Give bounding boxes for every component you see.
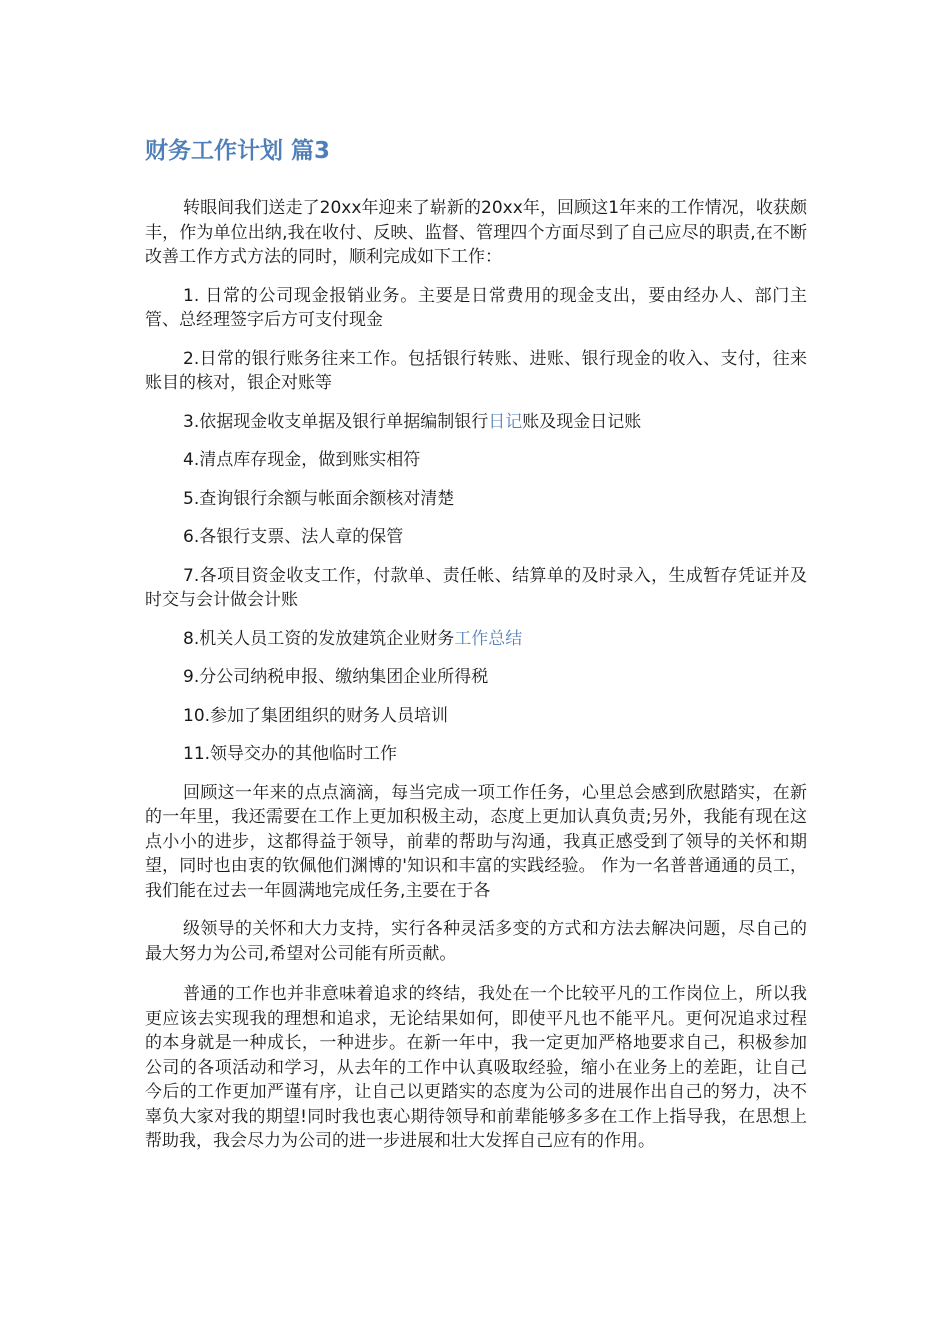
list-item-5: 5.查询银行余额与帐面余额核对清楚 xyxy=(183,488,455,509)
list-item-6: 6.各银行支票、法人章的保管 xyxy=(183,527,404,547)
closing-paragraph: 普通的工作也并非意味着追求的终结，我处在一个比较平凡的工作岗位上，所以我更应该去实现我的理想和追求，无论结果如何，即使平凡也不能平凡。更何况追求过程的本身就是一种成长，一种进步。在新一年中，我一定更加严格地要求自己，积极参加公司的各项活动和学习，从去年的工作中认真吸取经验，缩小在业务上的差距，让自己今后的工作更加严谨有序，让自己以更踏实的态度为公司的进展作出自己的努力，决不辜负大家对我的期望!同时我也衷心期待领导和前辈能够多多在工作上指导我，在思想上帮助我，我会尽力为公司的进一步进展和壮大发挥自己应有的作用。 xyxy=(145,984,807,1151)
list-item-10: 10.参加了集团组织的财务人员培训 xyxy=(183,705,449,726)
list-item-7: 7.各项目资金收支工作，付款单、责任帐、结算单的及时录入，生成暂存凭证并及时交与会计做会计账 xyxy=(145,565,807,610)
list-item-3-text-end: 账及现金日记账 xyxy=(522,411,642,432)
list-item-3-text: 3.依据现金收支单据及银行单据编制银行 xyxy=(183,411,489,432)
list-item-4: 4.清点库存现金，做到账实相符 xyxy=(183,450,421,470)
list-item-2: 2.日常的银行账务往来工作。包括银行转账、进账、银行现金的收入、支付，往来账目的核对，银企对账等 xyxy=(145,348,807,393)
list-item-11: 11.领导交办的其他临时工作 xyxy=(183,744,398,764)
review-paragraph: 回顾这一年来的点点滴滴，每当完成一项工作任务，心里总会感到欣慰踏实，在新的一年里，我还需要在工作上更加积极主动，态度上更加认真负责;另外，我能有现在这点小小的进步，这都得益于领导，前辈的帮助与沟通，我真正感受到了领导的关怀和期望，同时也由衷的钦佩他们渊博的'知识和丰富的实践经验。 作为一名普普通通的员工，我们能在过去一年圆满地完成任务,主要在于各 xyxy=(145,782,807,901)
work-summary-link[interactable]: 工作总结 xyxy=(454,628,523,649)
page-title: 财务工作计划 篇3 xyxy=(145,138,331,164)
list-item-1: 1. 日常的公司现金报销业务。主要是日常费用的现金支出，要由经办人、部门主管、总经理签字后方可支付现金 xyxy=(145,285,807,330)
list-item-8-text: 8.机关人员工资的发放建筑企业财务 xyxy=(183,628,455,649)
journal-link[interactable]: 日记 xyxy=(488,411,523,432)
list-item-9: 9.分公司纳税申报、缴纳集团企业所得税 xyxy=(183,667,489,687)
list-item-8 xyxy=(145,627,807,652)
intro-paragraph: 转眼间我们送走了20xx年迎来了崭新的20xx年，回顾这1年来的工作情况，收获颇丰，作为单位出纳,我在收付、反映、监督、管理四个方面尽到了自己应尽的职责,在不断改善工作方式方法的同时，顺利完成如下工作： xyxy=(145,198,807,267)
document-page xyxy=(145,132,807,1168)
support-paragraph: 级领导的关怀和大力支持，实行各种灵活多变的方式和方法去解决问题，尽自己的最大努力为公司,希望对公司能有所贡献。 xyxy=(145,919,807,964)
list-item-3 xyxy=(145,410,807,435)
